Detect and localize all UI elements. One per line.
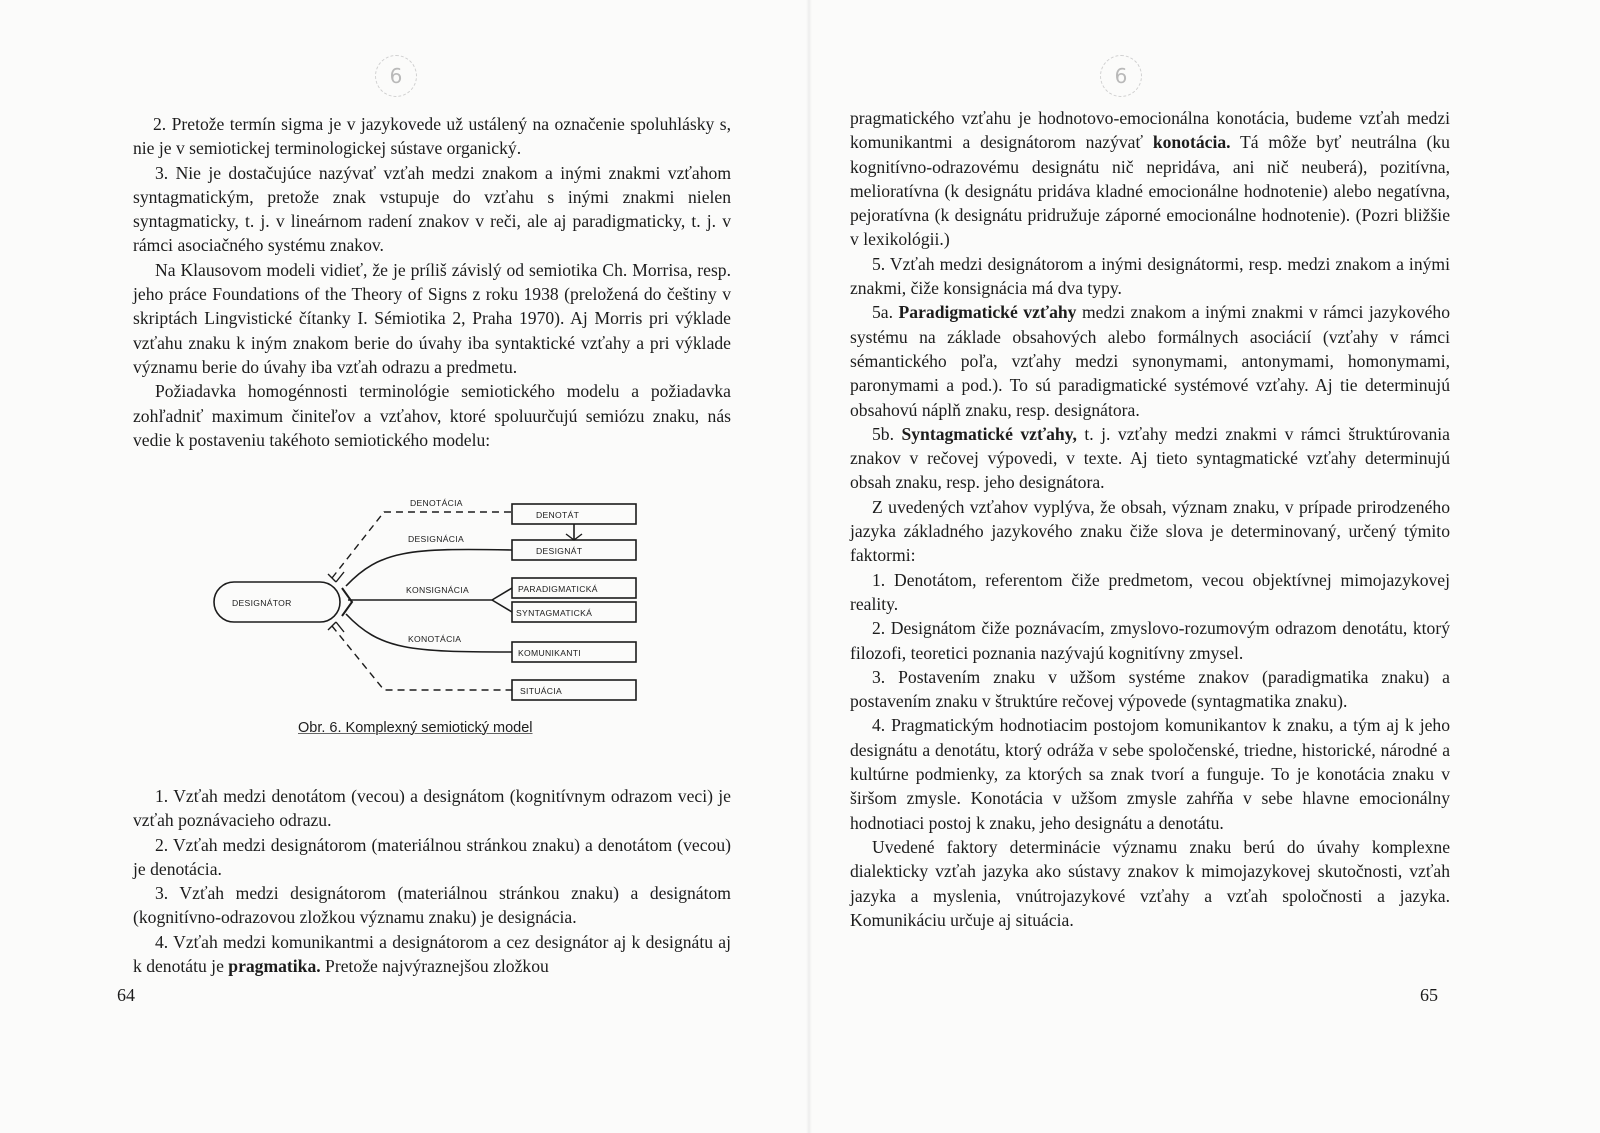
semiotic-model-diagram [210, 490, 650, 710]
paragraph-text: t. j. vzťahy medzi znakmi v rámci štruktúrovania znakov v rečovej výpovedi, v texte. Aj tieto syntagmatické vzťahy determinujú obsah znaku, resp. jeho designátora. [850, 423, 1450, 493]
box-syntagmaticka-label: SYNTAGMATICKÁ [516, 608, 593, 618]
paragraph-text: pragmatického vzťahu je hodnotovo-emocionálna konotácia, budeme vzťah medzi komunikantmi a designátorom nazývať [850, 108, 1450, 153]
figure-caption-text: Obr. 6. Komplexný semiotický model [298, 720, 533, 736]
paragraph-number: 5a. [872, 302, 899, 323]
paragraph: 1. Vzťah medzi denotátom (vecou) a designátom (kognitívnym odrazom veci) je vzťah poznávacieho odrazu. [133, 786, 731, 831]
konsignacia-branch [492, 600, 512, 612]
relation-konotacia: KONOTÁCIA [408, 634, 462, 644]
relation-designacia: DESIGNÁCIA [408, 534, 465, 544]
paragraph [850, 422, 1450, 495]
right-text [850, 106, 1450, 932]
figure-caption [298, 720, 598, 736]
handwritten-page-mark: 6 [375, 55, 417, 97]
designator-label: DESIGNÁTOR [232, 598, 292, 608]
paragraph: 4. Pragmatickým hodnotiacim postojom komunikantov k znaku, a tým aj k jeho designátu a denotátu, ktorý odráža v sebe spoločenské, triedne, historické, národné a kultúrne podmienky, za ktorých sa znak tvorí a funguje. To je konotácia znaku v širšom zmysle. Konotácia v užšom zmysle zahŕňa v sebe hlavne emocionálny hodnotiaci postoj k znaku, jeho designátu a denotátu. [850, 715, 1450, 833]
relation-konsignacia: KONSIGNÁCIA [406, 585, 469, 595]
left-top-text [133, 112, 731, 452]
bold-term: pragmatika. [228, 956, 321, 977]
box-komunikanti-label: KOMUNIKANTI [518, 648, 581, 658]
designacia-line [346, 549, 512, 586]
paragraph: 1. Denotátom, referentom čiže predmetom, vecou objektívnej mimojazykovej reality. [850, 569, 1450, 614]
denotacia-line [332, 512, 512, 578]
left-bottom-text [133, 784, 731, 978]
semiotic-model-figure [210, 490, 650, 710]
paragraph [850, 106, 1450, 252]
bold-term: Syntagmatické vzťahy, [901, 423, 1077, 444]
box-designat-label: DESIGNÁT [536, 546, 583, 556]
page-number: 65 [1420, 985, 1438, 1005]
page-number: 64 [117, 985, 135, 1005]
paragraph: Na Klausovom modeli vidieť, že je príliš závislý od semiotika Ch. Morrisa, resp. jeho práce Foundations of the Theory of Signs z roku 1938 (preložená do češtiny v skriptách Lingvistické čítanky I. Sémiotika 2, Praha 1970). Aj Morris pri výklade vzťahu znaku k iným znakom berie do úvahy iba syntaktické vzťahy a pri výklade významu berie do úvahy iba vzťah odrazu a predmetu. [133, 259, 731, 377]
paragraph-text: Tá môže byť neutrálna (ku kognitívno-odrazovému designátu nič nepridáva, ani nič neuberá), pozitívna, melioratívna (k designátu pridáva kladné emocionálne hodnotenie) alebo negatívna, pejoratívna (k designátu pridružuje záporné emocionálne hodnotenie). (Pozri bližšie v lexikológii.) [850, 132, 1450, 250]
bold-term: konotácia. [1152, 132, 1231, 153]
paragraph: 2. Designátom čiže poznávacím, zmyslovo-rozumovým odrazom denotátu, ktorý filozofi, teoretici poznania nazývajú kognitívny zmysel. [850, 618, 1450, 663]
box-situacia-label: SITUÁCIA [520, 686, 563, 696]
right-page [812, 0, 1600, 1133]
paragraph: 2. Pretože termín sigma je v jazykovede už ustálený na označenie spoluhlásky s, nie je v semiotickej terminologickej sústave organický. [133, 114, 731, 159]
konotacia-line [346, 614, 512, 652]
paragraph-number: 5b. [872, 423, 902, 444]
paragraph: Požiadavka homogénnosti terminológie semiotického modelu a požiadavka zohľadniť maximum činiteľov a vzťahov, ktoré spoluurčujú semiózu znaku, nás vedie k postaveniu takéhoto semiotického modelu: [133, 381, 731, 450]
relation-denotacia: DENOTÁCIA [410, 498, 463, 508]
paragraph [850, 300, 1450, 421]
paragraph: 5. Vzťah medzi designátorom a inými designátormi, resp. medzi znakom a inými znakmi, čiže konsignácia má dva typy. [850, 253, 1450, 299]
handwritten-page-mark: 6 [1100, 55, 1142, 97]
paragraph-text: medzi znakom a inými znakmi v rámci jazykového systému na základe obsahových alebo formálnych asociácií (vzťahy v rámci sémantického poľa, vzťahy medzi synonymami, antonymami, homonymami, paronymami a pod.). To sú paradigmatické systémové vzťahy. Aj tie determinujú obsahovú náplň znaku, resp. designátora. [850, 302, 1450, 420]
box-paradigmaticka-label: PARADIGMATICKÁ [518, 584, 598, 594]
paragraph [133, 930, 731, 979]
paragraph: 3. Nie je dostačujúce nazývať vzťah medzi znakom a inými znakmi vzťahom syntagmatickým, pretože znak vstupuje do vzťahu s inými znakmi nielen syntagmaticky, t. j. v lineárnom radení znakov v reči, ale aj paradigmaticky, t. j. v rámci asociačného systému znakov. [133, 162, 731, 256]
paragraph-text: Pretože najvýraznejšou zložkou [320, 956, 549, 977]
bold-term: Paradigmatické vzťahy [898, 302, 1077, 323]
paragraph-text: 4. Vzťah medzi komunikantmi a designátorom a cez designátor aj k designátu aj k denotátu je [133, 931, 731, 977]
designator-arrowheads [342, 588, 352, 616]
paragraph: Uvedené faktory determinácie významu znaku berú do úvahy komplexne dialekticky vzťah jazyka ako sústavy znakov k mimojazykovej skutočnosti, vzťah jazyka a myslenia, vnútrojazykové vzťahy a vzťah spoločnosti a jazyka. Komunikáciu určuje aj situácia. [850, 836, 1450, 930]
box-denotat-label: DENOTÁT [536, 510, 580, 520]
paragraph: 2. Vzťah medzi designátorom (materiálnou stránkou znaku) a denotátom (vecou) je denotácia. [133, 834, 731, 879]
paragraph: Z uvedených vzťahov vyplýva, že obsah, význam znaku, v prípade prirodzeného jazyka základného jazykového znaku čiže slova je determinovaný, určený týmito faktormi: [850, 496, 1450, 566]
paragraph: 3. Vzťah medzi designátorom (materiálnou stránkou znaku) a designátom (kognitívno-odrazovou zložkou významu znaku) je designácia. [133, 883, 731, 928]
paragraph: 3. Postavením znaku v užšom systéme znakov (paradigmatika znaku) a postavením znaku v štruktúre rečovej výpovede (syntagmatika znaku). [850, 666, 1450, 712]
